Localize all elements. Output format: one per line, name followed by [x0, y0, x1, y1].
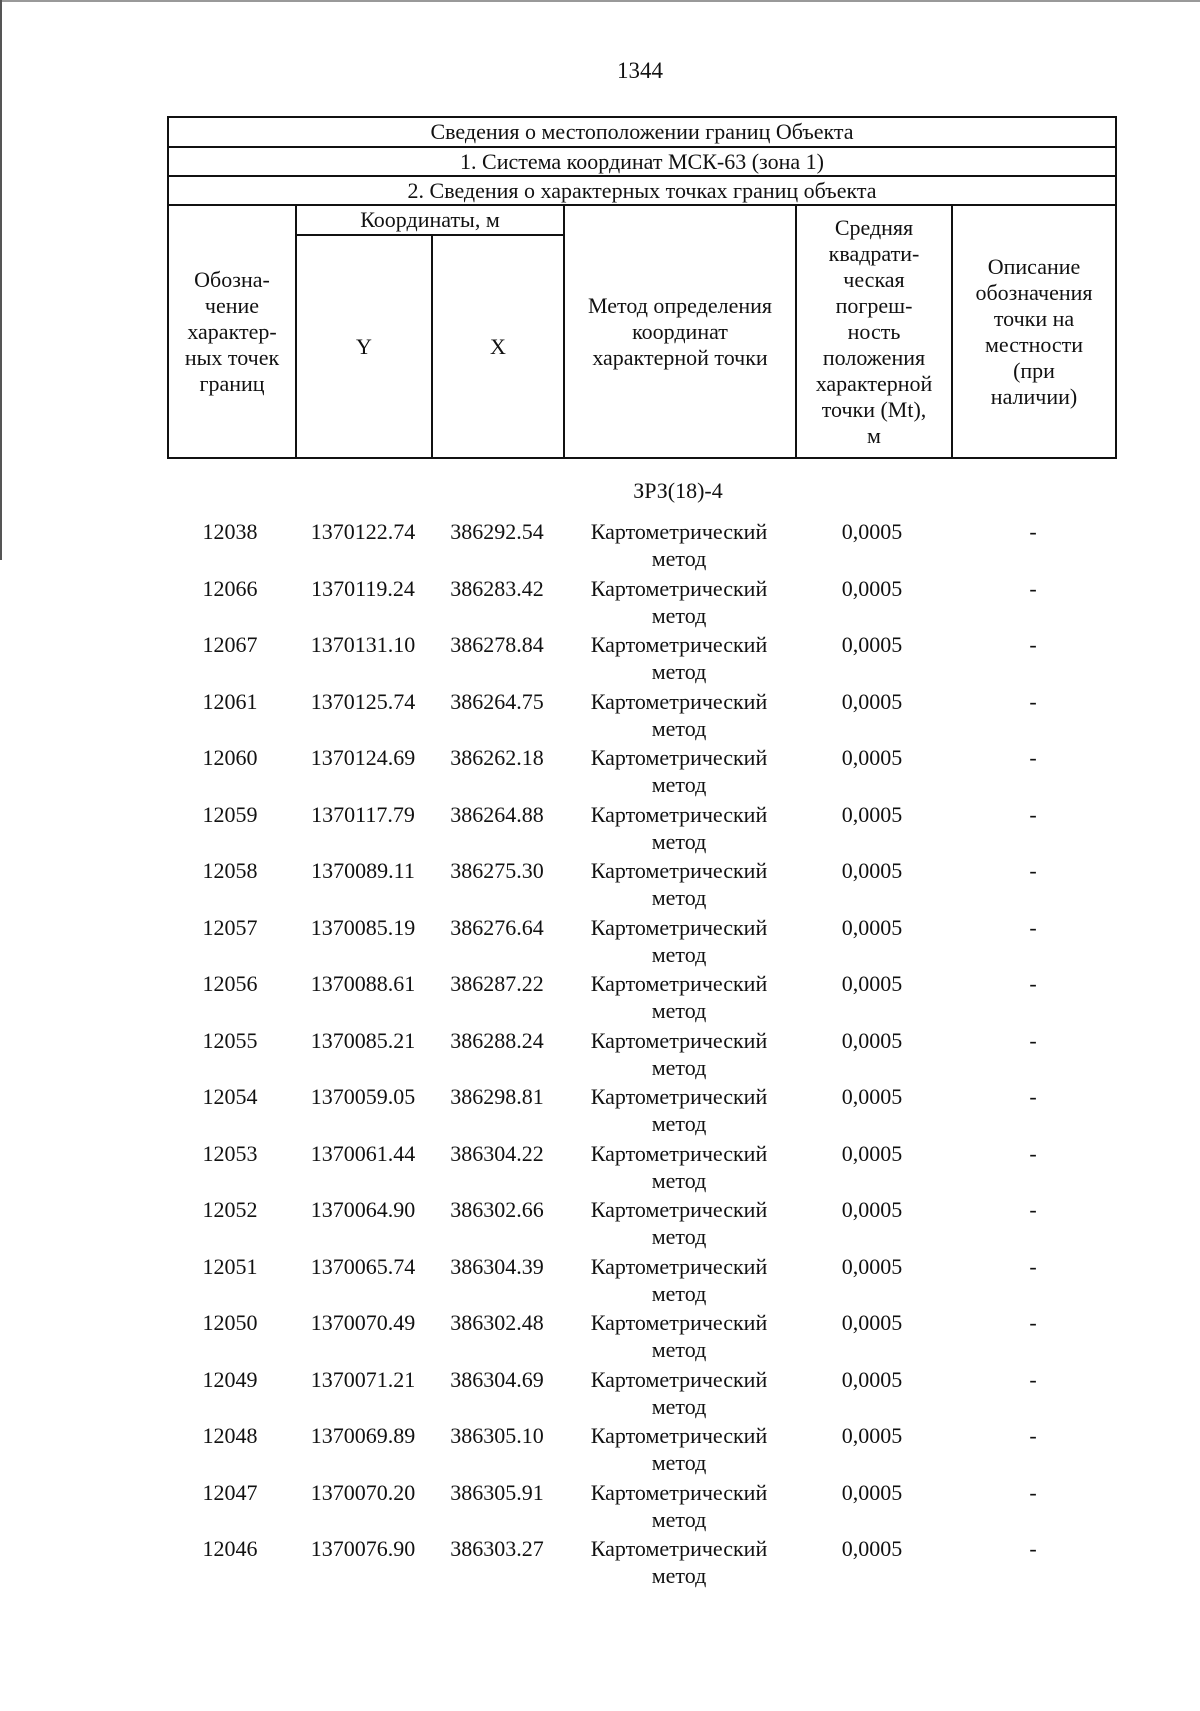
- table-row: [0, 1309, 1200, 1365]
- table-row: [0, 1535, 1200, 1591]
- table-row: [0, 1083, 1200, 1139]
- coord-x: 386305.10: [450, 1423, 544, 1448]
- coord-x: 386276.64: [450, 914, 544, 940]
- table-row: [0, 1366, 1200, 1422]
- table-row: [0, 1027, 1200, 1083]
- description: -: [1029, 1140, 1037, 1166]
- error-mt: 0,0005: [841, 1310, 903, 1335]
- point-id: 12046: [202, 1536, 258, 1561]
- point-id: 12051: [202, 1253, 258, 1279]
- method: Картометрический метод: [590, 971, 768, 1023]
- method: Картометрический метод: [590, 745, 768, 797]
- coord-x: 386264.75: [450, 688, 544, 714]
- table-row: [0, 631, 1200, 687]
- point-id: 12058: [202, 858, 258, 883]
- point-id: 12060: [202, 745, 258, 770]
- method: Картометрический метод: [590, 688, 768, 741]
- coord-y: 1370069.89: [310, 1423, 416, 1448]
- table-row: [0, 970, 1200, 1026]
- col-coordinates-header: Координаты, м: [296, 205, 564, 235]
- error-mt: 0,0005: [841, 745, 903, 770]
- error-mt: 0,0005: [841, 1366, 903, 1392]
- error-mt: 0,0005: [841, 1479, 903, 1505]
- description: -: [1029, 1197, 1037, 1222]
- table-row: [0, 575, 1200, 631]
- error-mt: 0,0005: [841, 1027, 903, 1053]
- coord-y: 1370131.10: [310, 632, 416, 657]
- coord-y: 1370122.74: [310, 519, 416, 544]
- coord-y: 1370061.44: [310, 1140, 416, 1166]
- table-row: [0, 1253, 1200, 1309]
- point-id: 12054: [202, 1084, 258, 1109]
- error-mt: 0,0005: [841, 1197, 903, 1222]
- coord-y: 1370117.79: [311, 801, 415, 827]
- method: Картометрический метод: [590, 1197, 768, 1249]
- method: Картометрический метод: [590, 1479, 768, 1532]
- method: Картометрический метод: [590, 632, 768, 684]
- description: -: [1029, 688, 1037, 714]
- description: -: [1029, 858, 1037, 883]
- table-row: [0, 914, 1200, 970]
- table-row: [0, 518, 1200, 574]
- col-designation-header: Обозна- чение характер- ных точек границ: [168, 205, 296, 458]
- scan-edge-left: [0, 0, 2, 560]
- description: -: [1029, 1536, 1037, 1561]
- coord-y: 1370070.49: [310, 1310, 416, 1335]
- error-mt: 0,0005: [841, 1536, 903, 1561]
- coord-y: 1370064.90: [310, 1197, 416, 1222]
- description: -: [1029, 971, 1037, 996]
- coord-x: 386264.88: [450, 801, 544, 827]
- coord-x: 386275.30: [450, 858, 544, 883]
- point-id: 12057: [202, 914, 258, 940]
- coord-y: 1370089.11: [311, 858, 415, 883]
- point-id: 12038: [202, 519, 258, 544]
- description: -: [1029, 1253, 1037, 1279]
- error-mt: 0,0005: [841, 914, 903, 940]
- page-number: 1344: [617, 58, 663, 83]
- method: Картометрический метод: [590, 801, 768, 854]
- error-mt: 0,0005: [841, 858, 903, 883]
- table-row: [0, 744, 1200, 800]
- coord-y: 1370085.21: [310, 1027, 416, 1053]
- error-mt: 0,0005: [841, 1423, 903, 1448]
- coord-y: 1370125.74: [310, 688, 416, 714]
- point-id: 12061: [202, 688, 258, 714]
- coord-x: 386278.84: [450, 632, 544, 657]
- table-row: [0, 857, 1200, 913]
- point-id: 12056: [202, 971, 258, 996]
- description: -: [1029, 575, 1037, 601]
- method: Картометрический метод: [590, 1366, 768, 1419]
- col-y-header: Y: [296, 235, 432, 458]
- coordinate-system: 1. Система координат МСК-63 (зона 1): [168, 147, 1116, 176]
- error-mt: 0,0005: [841, 519, 903, 544]
- point-id: 12053: [202, 1140, 258, 1166]
- coord-y: 1370119.24: [311, 575, 415, 601]
- table-row: [0, 1422, 1200, 1478]
- description: -: [1029, 1084, 1037, 1109]
- description: -: [1029, 1027, 1037, 1053]
- method: Картометрический метод: [590, 1310, 768, 1362]
- coord-x: 386292.54: [450, 519, 544, 544]
- description: -: [1029, 1479, 1037, 1505]
- point-id: 12050: [202, 1310, 258, 1335]
- coord-x: 386287.22: [450, 971, 544, 996]
- point-id: 12066: [202, 575, 258, 601]
- point-id: 12047: [202, 1479, 258, 1505]
- col-method-header: Метод определения координат характерной точки: [564, 205, 796, 458]
- description: -: [1029, 745, 1037, 770]
- table-title: Сведения о местоположении границ Объекта: [168, 117, 1116, 147]
- error-mt: 0,0005: [841, 1084, 903, 1109]
- error-mt: 0,0005: [841, 688, 903, 714]
- coord-y: 1370070.20: [310, 1479, 416, 1505]
- coord-x: 386304.69: [450, 1366, 544, 1392]
- error-mt: 0,0005: [841, 575, 903, 601]
- method: Картометрический метод: [590, 914, 768, 967]
- coord-x: 386303.27: [450, 1536, 544, 1561]
- description: -: [1029, 1423, 1037, 1448]
- coord-y: 1370124.69: [310, 745, 416, 770]
- coord-x: 386302.66: [450, 1197, 544, 1222]
- error-mt: 0,0005: [841, 971, 903, 996]
- coord-x: 386302.48: [450, 1310, 544, 1335]
- description: -: [1029, 1310, 1037, 1335]
- scan-edge-top: [0, 0, 1200, 2]
- table-row: [0, 1479, 1200, 1535]
- error-mt: 0,0005: [841, 632, 903, 657]
- col-error-header: Средняя квадрати- ческая погреш- ность положения характерной точки (Mt), м: [796, 205, 952, 458]
- coord-x: 386288.24: [450, 1027, 544, 1053]
- point-id: 12067: [202, 632, 258, 657]
- coord-x: 386304.39: [450, 1253, 544, 1279]
- method: Картометрический метод: [590, 1536, 768, 1588]
- method: Картометрический метод: [590, 1084, 768, 1136]
- error-mt: 0,0005: [841, 801, 903, 827]
- coord-y: 1370088.61: [310, 971, 416, 996]
- zone-label: ЗРЗ(18)-4: [633, 478, 723, 503]
- error-mt: 0,0005: [841, 1253, 903, 1279]
- coord-x: 386305.91: [450, 1479, 544, 1505]
- method: Картометрический метод: [590, 575, 768, 628]
- coord-y: 1370076.90: [310, 1536, 416, 1561]
- method: Картометрический метод: [590, 1027, 768, 1080]
- description: -: [1029, 632, 1037, 657]
- point-id: 12055: [202, 1027, 258, 1053]
- description: -: [1029, 914, 1037, 940]
- section-title: 2. Сведения о характерных точках границ объекта: [168, 176, 1116, 205]
- description: -: [1029, 801, 1037, 827]
- table-row: [0, 801, 1200, 857]
- point-id: 12059: [202, 801, 258, 827]
- coord-x: 386283.42: [450, 575, 544, 601]
- description: -: [1029, 1366, 1037, 1392]
- error-mt: 0,0005: [841, 1140, 903, 1166]
- coord-y: 1370085.19: [310, 914, 416, 940]
- table-row: [0, 1140, 1200, 1196]
- method: Картометрический метод: [590, 858, 768, 910]
- coord-y: 1370059.05: [310, 1084, 416, 1109]
- coord-y: 1370071.21: [310, 1366, 416, 1392]
- col-description-header: Описание обозначения точки на местности (при наличии): [952, 205, 1116, 458]
- method: Картометрический метод: [590, 1140, 768, 1193]
- point-id: 12049: [202, 1366, 258, 1392]
- method: Картометрический метод: [590, 1253, 768, 1306]
- coord-y: 1370065.74: [310, 1253, 416, 1279]
- point-id: 12048: [202, 1423, 258, 1448]
- coordinates-table-header: [167, 116, 1117, 459]
- method: Картометрический метод: [590, 1423, 768, 1475]
- table-row: [0, 1196, 1200, 1252]
- description: -: [1029, 519, 1037, 544]
- coord-x: 386262.18: [450, 745, 544, 770]
- method: Картометрический метод: [590, 519, 768, 571]
- point-id: 12052: [202, 1197, 258, 1222]
- coord-x: 386304.22: [450, 1140, 544, 1166]
- table-row: [0, 688, 1200, 744]
- coord-x: 386298.81: [450, 1084, 544, 1109]
- col-x-header: X: [432, 235, 564, 458]
